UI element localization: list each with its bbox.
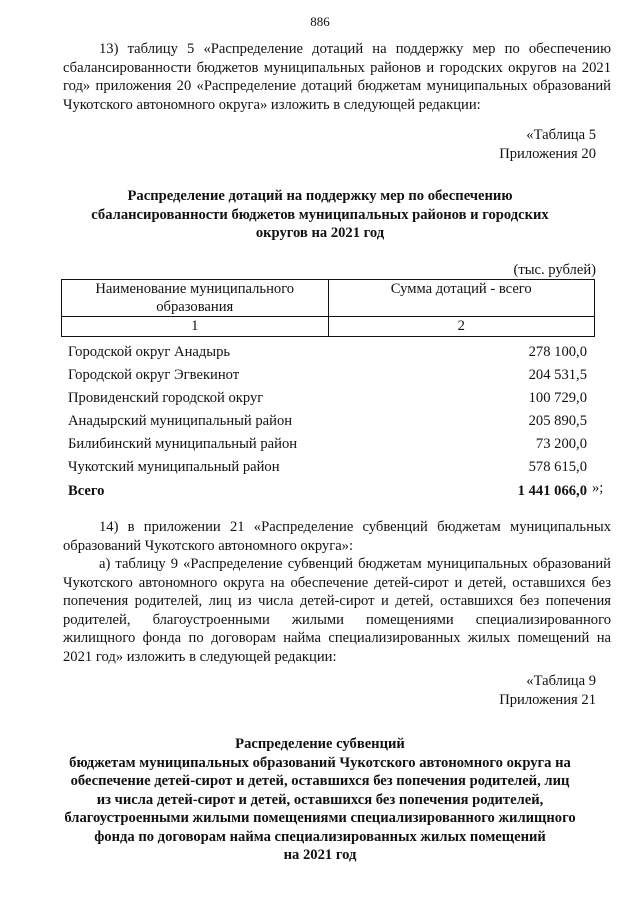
quote-close: »; — [592, 480, 604, 496]
table-9-title — [0, 735, 640, 865]
table-row — [68, 388, 587, 411]
table-5-title — [0, 187, 640, 243]
table-row — [68, 365, 587, 388]
item-14-paragraph — [63, 518, 611, 666]
table-9-title-line: Распределение субвенций — [235, 736, 405, 752]
table-5-title-line: округов на 2021 год — [255, 225, 385, 241]
table-9-title-line: фонда по договорам найма специализированных жилых помещений — [94, 828, 546, 845]
table-row — [68, 411, 587, 434]
row-value: 278 100,0 — [528, 344, 587, 360]
table-9-title-line: обеспечение детей-сирот и детей, оставшихся без попечения родителей, лиц — [70, 773, 570, 789]
row-name: Городской округ Эгвекинот — [68, 367, 240, 384]
col1-header-line: Наименование муниципального — [95, 281, 295, 297]
total-value: 1 441 066,0 — [517, 482, 587, 499]
row-value: 578 615,0 — [528, 459, 587, 476]
table-5-reference — [499, 126, 596, 163]
total-label: Всего — [68, 482, 105, 499]
table-5-ref-line: «Таблица 5 — [526, 127, 596, 143]
table-9-title-line: бюджетам муниципальных образований Чукотского автономного округа на — [69, 754, 571, 771]
col1-header — [62, 280, 329, 317]
table-9-reference — [499, 672, 596, 709]
row-name: Анадырский муниципальный район — [68, 413, 293, 430]
row-value: 205 890,5 — [528, 413, 587, 430]
table-row — [68, 434, 587, 457]
table-5-unit: (тыс. рублей) — [513, 262, 596, 278]
table-9-title-line: благоустроенными жилыми помещениями специализированного жилищного — [64, 810, 576, 826]
table-5-body — [68, 342, 587, 504]
row-value: 204 531,5 — [528, 367, 587, 384]
row-value: 100 729,0 — [528, 390, 587, 407]
row-name: Городской округ Анадырь — [68, 344, 231, 360]
col2-header: Сумма дотаций - всего — [328, 280, 595, 317]
col2-number: 2 — [328, 317, 595, 337]
appendix-20-ref-line: Приложения 20 — [499, 145, 596, 162]
col1-number: 1 — [62, 317, 329, 337]
item-14-text: 14) в приложении 21 «Распределение субвенций бюджетам муниципальных образований Чукотского автономного округа»: — [63, 519, 611, 554]
row-name: Билибинский муниципальный район — [68, 436, 298, 453]
row-name: Провиденский городской округ — [68, 390, 264, 407]
appendix-21-ref-line: Приложения 21 — [499, 691, 596, 708]
table-5-header — [61, 279, 595, 337]
table-9-title-line: из числа детей-сирот и детей, оставшихся без попечения родителей, — [96, 791, 544, 808]
item-13-text: 13) таблицу 5 «Распределение дотаций на поддержку мер по обеспечению сбалансированности бюджетов муниципальных районов и городских округов на 2021 год» приложения 20 «Распределение дотаций бюджетам муниципальных образований Чукотского автономного округа» изложить в следующей редакции: — [63, 41, 611, 113]
table-9-title-line: на 2021 год — [283, 847, 357, 863]
item-14a-text: а) таблицу 9 «Распределение субвенций бюджетам муниципальных образований Чукотского автономного округа на обеспечение детей-сирот и детей, оставшихся без попечения родителей, лиц из числа детей-сирот и детей, оставшихся без попечения родителей, благоустроенными жилыми помещениями специализированного жилищного фонда по договорам найма специализированных жилых помещений на 2021 год» изложить в следующей редакции: — [63, 556, 611, 665]
table-row — [68, 342, 587, 365]
table-row — [68, 457, 587, 480]
page-number: 886 — [310, 14, 330, 29]
row-name: Чукотский муниципальный район — [68, 459, 280, 476]
col1-header-line: образования — [156, 299, 234, 315]
table-5-title-line: сбалансированности бюджетов муниципальных районов и городских — [91, 206, 549, 223]
item-13-paragraph — [63, 40, 611, 114]
table-5-title-line: Распределение дотаций на поддержку мер по обеспечению — [127, 188, 513, 204]
table-9-ref-line: «Таблица 9 — [526, 673, 596, 689]
total-row — [68, 481, 587, 504]
row-value: 73 200,0 — [535, 436, 587, 453]
